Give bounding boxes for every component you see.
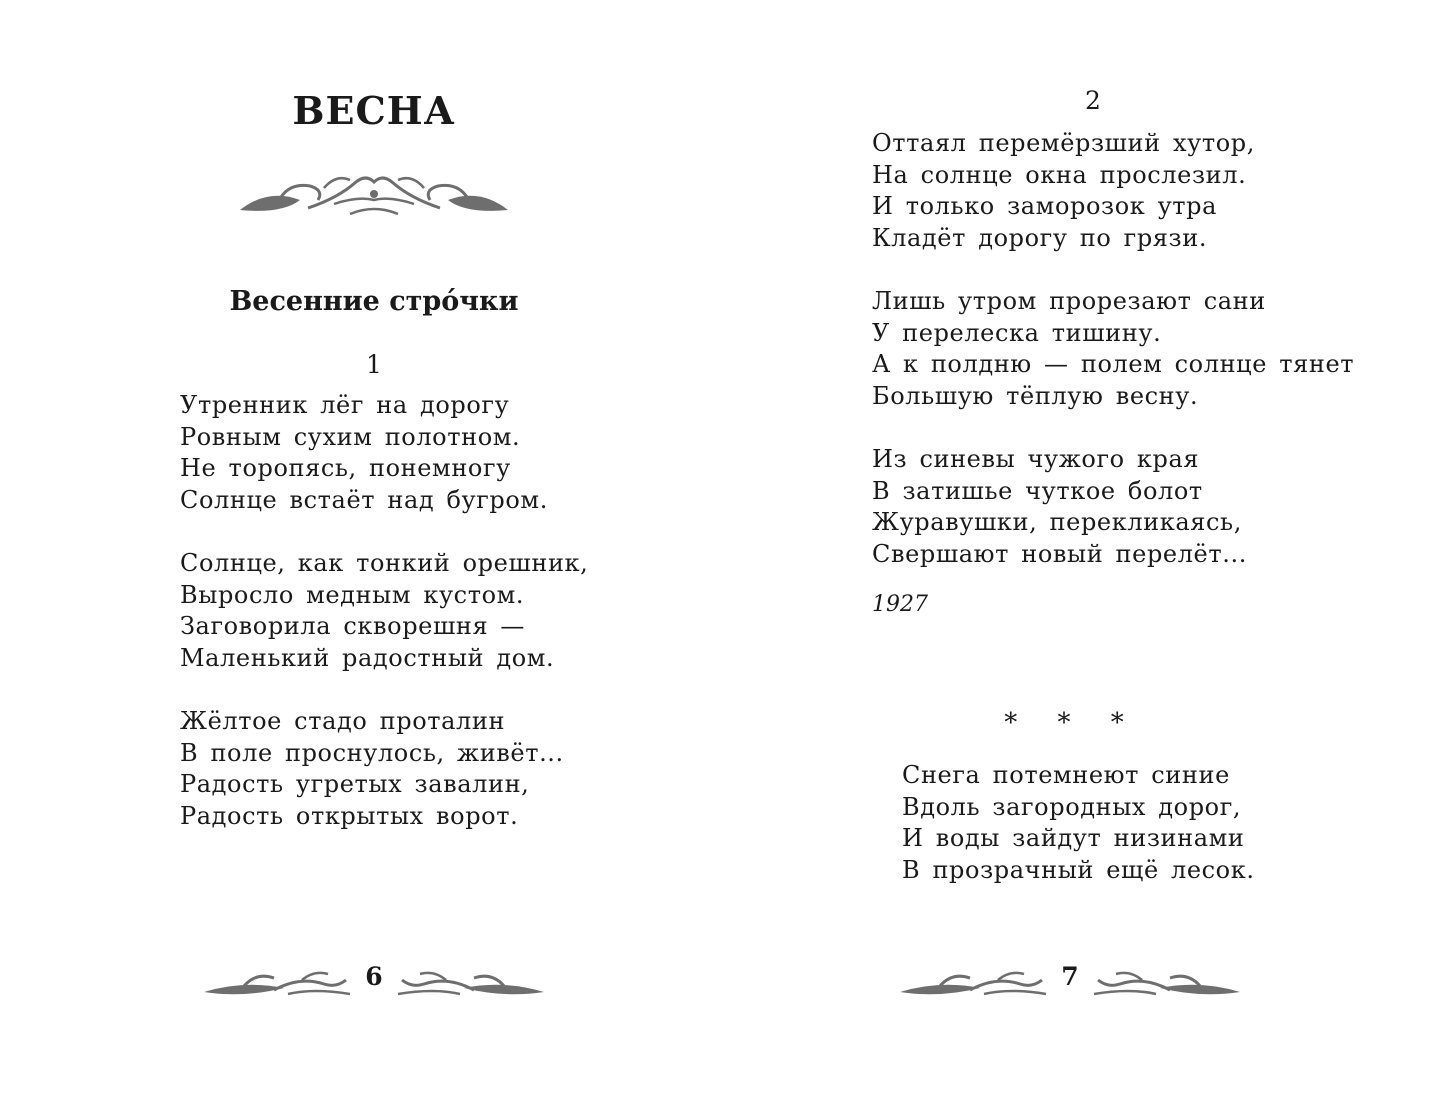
verse-line: И только заморозок утра [872,192,1218,221]
section-title: ВЕСНА [292,88,456,133]
verse-line: Ровным сухим полотном. [180,422,521,451]
verse-line: Свершают новый перелёт... [872,540,1247,569]
page-number: 7 [1061,962,1079,991]
verse-line: Большую тёплую весну. [872,382,1199,411]
part-number-1: 1 [366,350,382,379]
footer-ornament-left [204,966,354,1000]
verse-line: Журавушки, перекликаясь, [872,508,1242,537]
verse-line: Солнце встаёт над бугром. [180,486,548,515]
page-number: 6 [365,962,383,991]
stanza-3 [872,444,1247,571]
verse-line: А к полдню — полем солнце тянет [872,350,1355,379]
footer-ornament-right [394,966,544,1000]
left-page [0,0,722,1096]
verse-line: Из синевы чужого края [872,445,1200,473]
verse-line: Вдоль загородных дорог, [902,792,1242,821]
verse-line: И воды зайдут низинами [902,824,1245,853]
stanza-1 [872,128,1255,255]
verse-line: Радость угретых завалин, [180,770,530,799]
verse-line: Маленький радостный дом. [180,644,555,673]
asterism-separator: * * * [1004,708,1140,738]
verse-line: Лишь утром прорезают сани [872,287,1266,315]
verse-line: Оттаял перемёрзший хутор, [872,129,1255,157]
stanza-3 [180,706,564,833]
verse-line: Жёлтое стадо проталин [180,707,506,735]
footer-ornament-right [1090,966,1240,1000]
verse-line: Кладёт дорогу по грязи. [872,224,1208,253]
verse-line: Снега потемнеют синие [902,761,1230,789]
footer-ornament-left [900,966,1050,1000]
verse-line: Не торопясь, понемногу [180,454,511,483]
verse-line: В поле проснулось, живёт... [180,738,564,767]
stanza-2 [872,286,1354,413]
verse-line: У перелеска тишину. [872,318,1162,347]
ornament-top [238,168,510,224]
verse-line: В прозрачный ещё лесок. [902,856,1255,885]
stanza-2 [180,548,588,675]
right-page [722,0,1445,1096]
verse-line: В затишье чуткое болот [872,476,1203,505]
verse-line: Радость открытых ворот. [180,802,519,831]
verse-line: Утренник лёг на дорогу [180,391,510,419]
stanza-1 [180,390,548,517]
verse-line: На солнце окна прослезил. [872,160,1247,189]
verse-line: Заговорила скворешня — [180,612,526,641]
poem-date: 1927 [872,592,928,617]
verse-line: Выросло медным кустом. [180,580,525,609]
part-number-2: 2 [1085,86,1101,115]
verse-line: Солнце, как тонкий орешник, [180,549,589,577]
poem-title: Весенние стро́чки [229,286,519,317]
second-poem-stanza [902,760,1255,887]
